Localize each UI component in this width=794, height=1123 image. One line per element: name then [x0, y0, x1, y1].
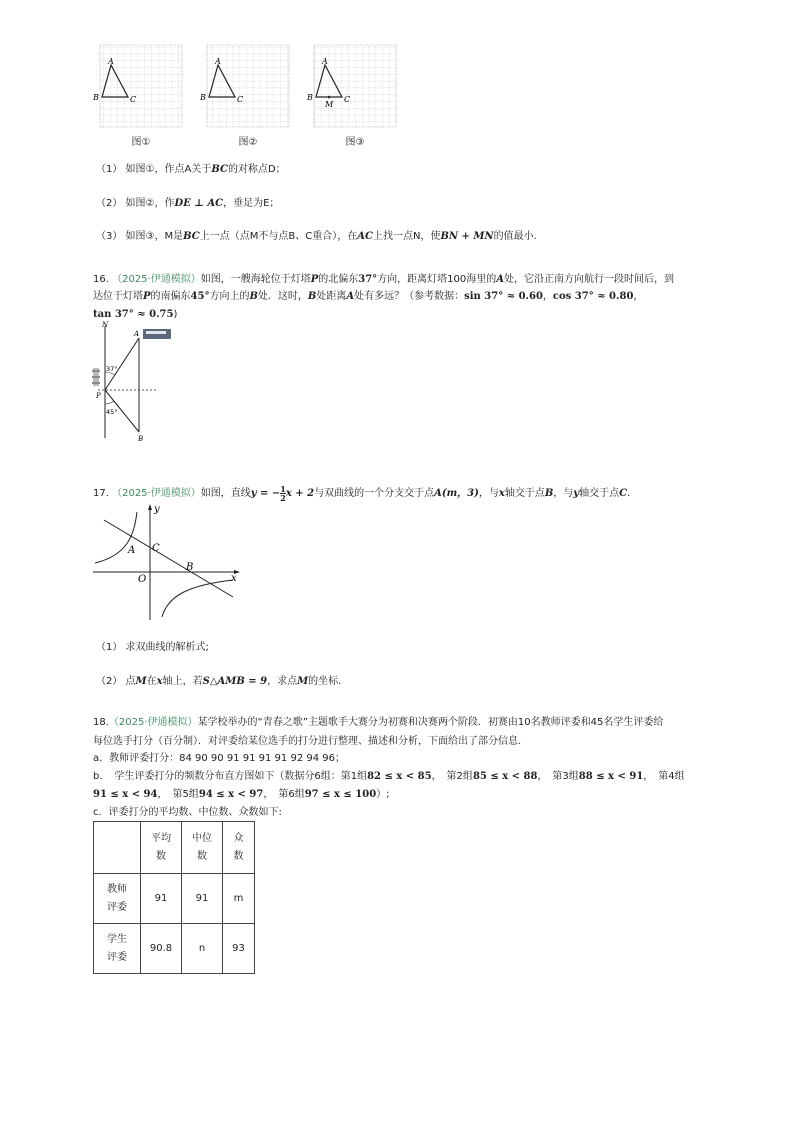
table-row	[94, 924, 255, 974]
fig3-label-a: A	[322, 57, 328, 66]
q17-label-a: A	[128, 545, 136, 556]
q16-label-b: B	[138, 435, 144, 443]
table-cell: 91	[141, 874, 182, 924]
table-header-cell: 中位 数	[182, 822, 223, 874]
q16-figure	[88, 320, 183, 445]
fig3-label-c: C	[344, 95, 351, 104]
q16-line2: 达位于灯塔P的南偏东45°方向上的B处．这时，B处距离A处有多远？（参考数据：sin 37° ≈ 0.60，cos 37° ≈ 0.80，	[93, 291, 644, 302]
fig2-label-c: C	[237, 95, 244, 104]
table-header-cell: 众 数	[223, 822, 255, 874]
table-cell: 教师 评委	[94, 874, 141, 924]
q16-label-p: P	[96, 392, 101, 400]
table-row	[94, 874, 255, 924]
q16-number: 16.	[93, 274, 109, 285]
stats-table	[93, 821, 255, 974]
q17-number: 17.	[93, 488, 109, 499]
table-cell: 90.8	[141, 924, 182, 974]
q18-item-b2: 91 ≤ x < 94， 第5组94 ≤ x < 97， 第6组97 ≤ x ≤ 100）;	[93, 789, 390, 800]
q16-label-n: N	[102, 321, 109, 329]
q18-line1: 18.（2025·伊通模拟）某学校举办的“青春之歌”主题歌手大赛分为初赛和决赛两个阶段．初赛由10名教师评委和45名学生评委给	[93, 717, 664, 728]
q16-line1: 16. （2025·伊通模拟）如图，一艘海轮位于灯塔P的北偏东37°方向，距离灯塔100海里的A处，它沿正南方向航行一段时间后，到	[93, 274, 675, 285]
q17-figure	[90, 500, 245, 625]
q18-item-c: c．评委打分的平均数、中位数、众数如下:	[93, 807, 282, 818]
q17-part1: （1） 求双曲线的解析式;	[96, 642, 209, 653]
ship-icon	[143, 329, 171, 339]
q17-label-b: B	[186, 562, 194, 573]
q16-source: （2025·伊通模拟）	[112, 274, 201, 285]
q17-source: （2025·伊通模拟）	[112, 488, 201, 499]
q15-part1: （1） 如图①，作点A关于BC的对称点D；	[96, 164, 286, 175]
fig2-label-a: A	[215, 57, 221, 66]
q15-part2: （2） 如图②，作DE ⊥ AC，垂足为E；	[96, 198, 280, 209]
point-m	[328, 96, 331, 99]
caption-fig3: 图③	[345, 137, 365, 148]
fig1-label-c: C	[130, 95, 137, 104]
fig1-label-b: B	[93, 93, 99, 102]
q16-line3: tan 37° ≈ 0.75)	[93, 309, 178, 320]
q18-source: （2025·伊通模拟）	[108, 717, 198, 728]
table-header-cell	[94, 822, 141, 874]
q18-number: 18.	[93, 717, 109, 728]
q17-label-y: y	[154, 504, 160, 515]
fig3-label-b: B	[307, 93, 313, 102]
q15-figures	[90, 40, 410, 140]
q16-angle-37: 37°	[106, 365, 118, 373]
q17-fraction: $\frac{1}{2}$	[280, 483, 286, 503]
table-cell: 93	[223, 924, 255, 974]
table-header-row	[94, 822, 255, 874]
q18-item-a: a．教师评委打分：84 90 90 91 91 91 91 92 94 96；	[93, 753, 345, 764]
q16-angle-45: 45°	[106, 408, 118, 416]
q17-label-c: C	[152, 543, 160, 554]
table-cell: 学生 评委	[94, 924, 141, 974]
fig2-label-b: B	[200, 93, 206, 102]
q17-line1: 17. （2025·伊通模拟）如图，直线y = − $\frac{1}{2}$ x + 2与双曲线的一个分支交于点A(m，3)，与x轴交于点B，与y轴交于点C.	[93, 483, 631, 503]
q18-line2: 每位选手打分（百分制）．对评委给某位选手的打分进行整理、描述和分析，下面给出了部分信息.	[93, 736, 522, 747]
caption-fig1: 图①	[131, 137, 151, 148]
fig3-label-m: M	[325, 100, 334, 109]
q17-label-o: O	[138, 574, 147, 585]
q16-label-a: A	[134, 330, 140, 338]
table-cell: 91	[182, 874, 223, 924]
q18-item-b1: b． 学生评委打分的频数分布直方图如下（数据分6组：第1组82 ≤ x < 85， 第2组85 ≤ x < 88， 第3组88 ≤ x < 91， 第4组	[93, 771, 685, 782]
table-cell: m	[223, 874, 255, 924]
q17-label-x: x	[231, 573, 237, 584]
q15-part3: （3） 如图③，M是BC上一点（点M不与点B、C重合），在AC上找一点N，使BN + MN的值最小.	[96, 231, 537, 242]
lighthouse-icon	[92, 368, 100, 386]
caption-fig2: 图②	[238, 137, 258, 148]
fig1-label-a: A	[108, 57, 114, 66]
table-cell: n	[182, 924, 223, 974]
q17-part2: （2） 点M在x轴上，若S△AMB = 9，求点M的坐标.	[96, 676, 342, 687]
table-header-cell: 平均 数	[141, 822, 182, 874]
